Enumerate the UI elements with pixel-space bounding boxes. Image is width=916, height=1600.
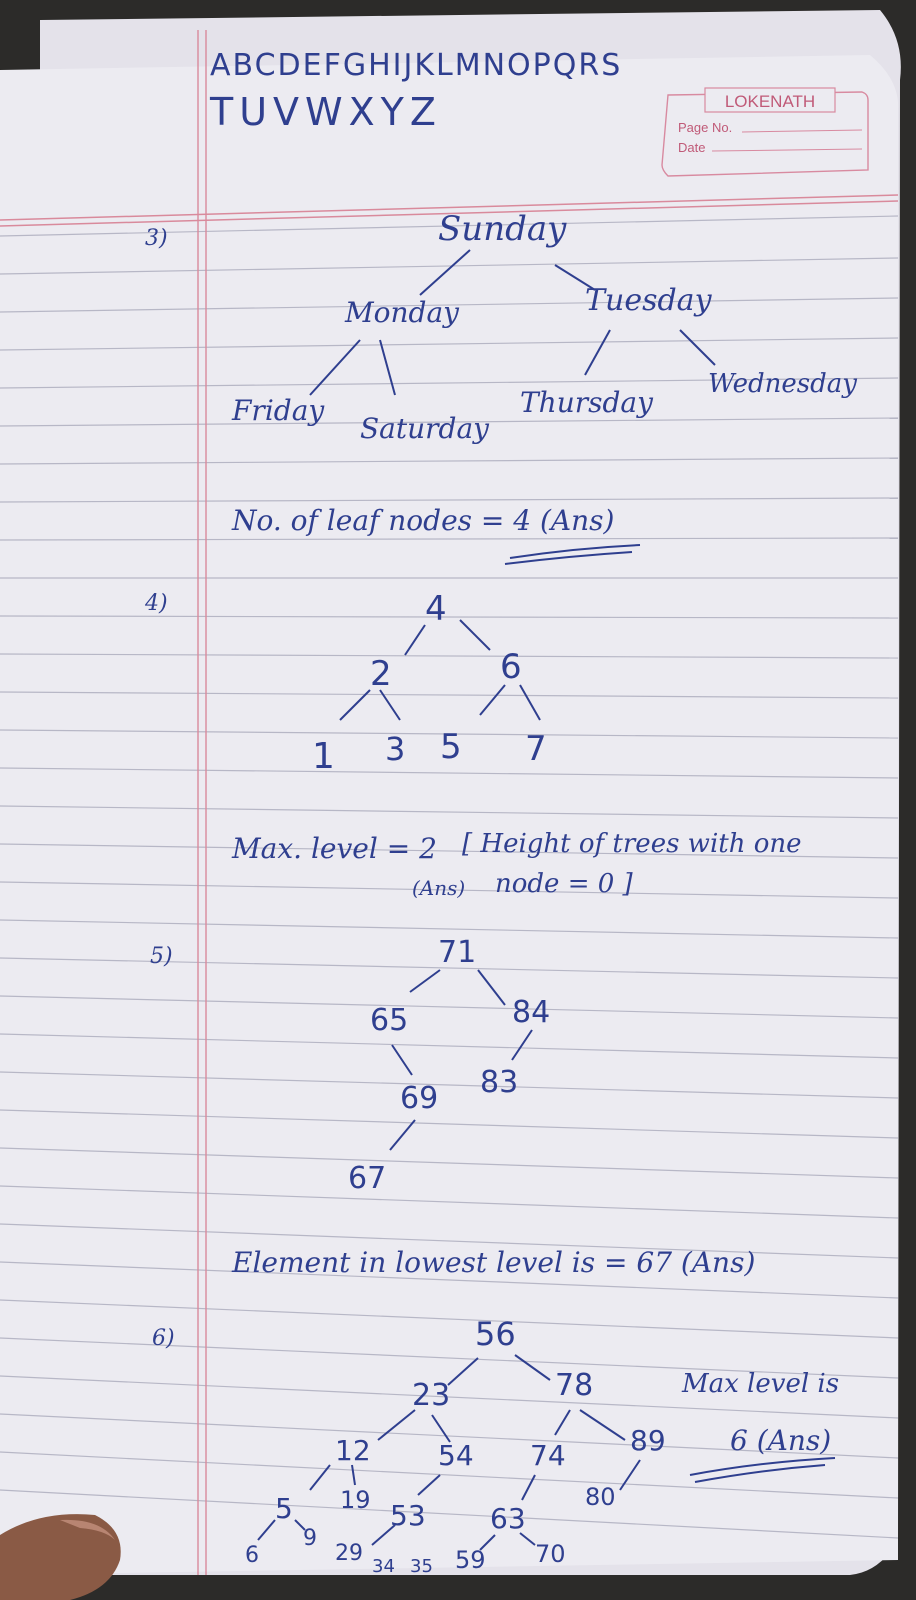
q4-node-ll: 1 [312, 736, 335, 777]
q6-node-80: 80 [585, 1483, 616, 1511]
q6-answer-line-1: Max level is [682, 1369, 840, 1399]
alphabet-line-2: TUVWXYZ [210, 90, 442, 134]
q6-number: 6) [152, 1326, 175, 1351]
q4-note-line-1: [ Height of trees with one [462, 829, 802, 859]
q4-note-line-2: node = 0 ] [495, 869, 633, 899]
q4-node-lr: 3 [385, 730, 406, 768]
q5-node-lrl: 67 [348, 1161, 387, 1196]
q5-node-right: 84 [512, 995, 551, 1030]
q6-node-35: 35 [410, 1556, 433, 1577]
q6-node-12: 12 [335, 1434, 371, 1467]
q6-node-63: 63 [490, 1502, 526, 1535]
stamp-page-no: Page No. [678, 120, 733, 135]
q5-answer: Element in lowest level is = 67 (Ans) [232, 1246, 756, 1279]
q4-ans-tag: (Ans) [412, 876, 466, 900]
q6-node-78: 78 [555, 1368, 594, 1403]
q6-node-53: 53 [390, 1499, 426, 1532]
q4-node-right: 6 [500, 647, 522, 687]
q4-answer: Max. level = 2 [232, 832, 437, 865]
q4-node-rr: 7 [525, 729, 547, 769]
q5-node-lr: 69 [400, 1081, 439, 1116]
q6-node-5: 5 [275, 1492, 293, 1525]
q4-node-root: 4 [425, 589, 447, 629]
q6-node-29: 29 [335, 1541, 363, 1566]
q3-node-rl: Thursday [520, 386, 653, 419]
q5-number: 5) [150, 944, 173, 969]
q6-node-70: 70 [535, 1540, 566, 1568]
q3-node-right: Tuesday [585, 283, 712, 318]
q5-node-root: 71 [438, 935, 477, 970]
q6-node-54: 54 [438, 1439, 474, 1472]
q6-node-34: 34 [372, 1556, 395, 1577]
q6-node-19: 19 [340, 1486, 371, 1514]
q3-answer: No. of leaf nodes = 4 (Ans) [232, 504, 615, 537]
q6-node-59: 59 [455, 1546, 486, 1574]
paper-sheet [0, 55, 898, 1575]
q6-node-9: 9 [303, 1526, 317, 1551]
q5-node-left: 65 [370, 1003, 409, 1038]
stamp-date: Date [678, 140, 706, 155]
q6-node-74: 74 [530, 1439, 566, 1472]
q5-node-rl: 83 [480, 1065, 519, 1100]
q6-answer-line-2: 6 (Ans) [730, 1424, 832, 1457]
q6-node-56: 56 [475, 1315, 516, 1353]
q4-node-left: 2 [370, 654, 392, 694]
alphabet-line-1: ABCDEFGHIJKLMNOPQRS [210, 48, 623, 83]
q3-node-lr: Saturday [360, 412, 489, 445]
q4-number: 4) [145, 591, 168, 616]
q3-node-rr: Wednesday [708, 369, 857, 399]
q3-number: 3) [145, 226, 168, 251]
q4-node-rl: 5 [440, 727, 462, 767]
q6-node-23: 23 [412, 1378, 451, 1413]
stamp-brand: LOKENATH [724, 92, 816, 111]
q3-node-left: Monday [345, 296, 459, 329]
q3-node-root: Sunday [438, 209, 567, 249]
q3-node-ll: Friday [232, 394, 325, 427]
q6-node-89: 89 [630, 1424, 666, 1457]
q6-node-6: 6 [245, 1543, 259, 1568]
